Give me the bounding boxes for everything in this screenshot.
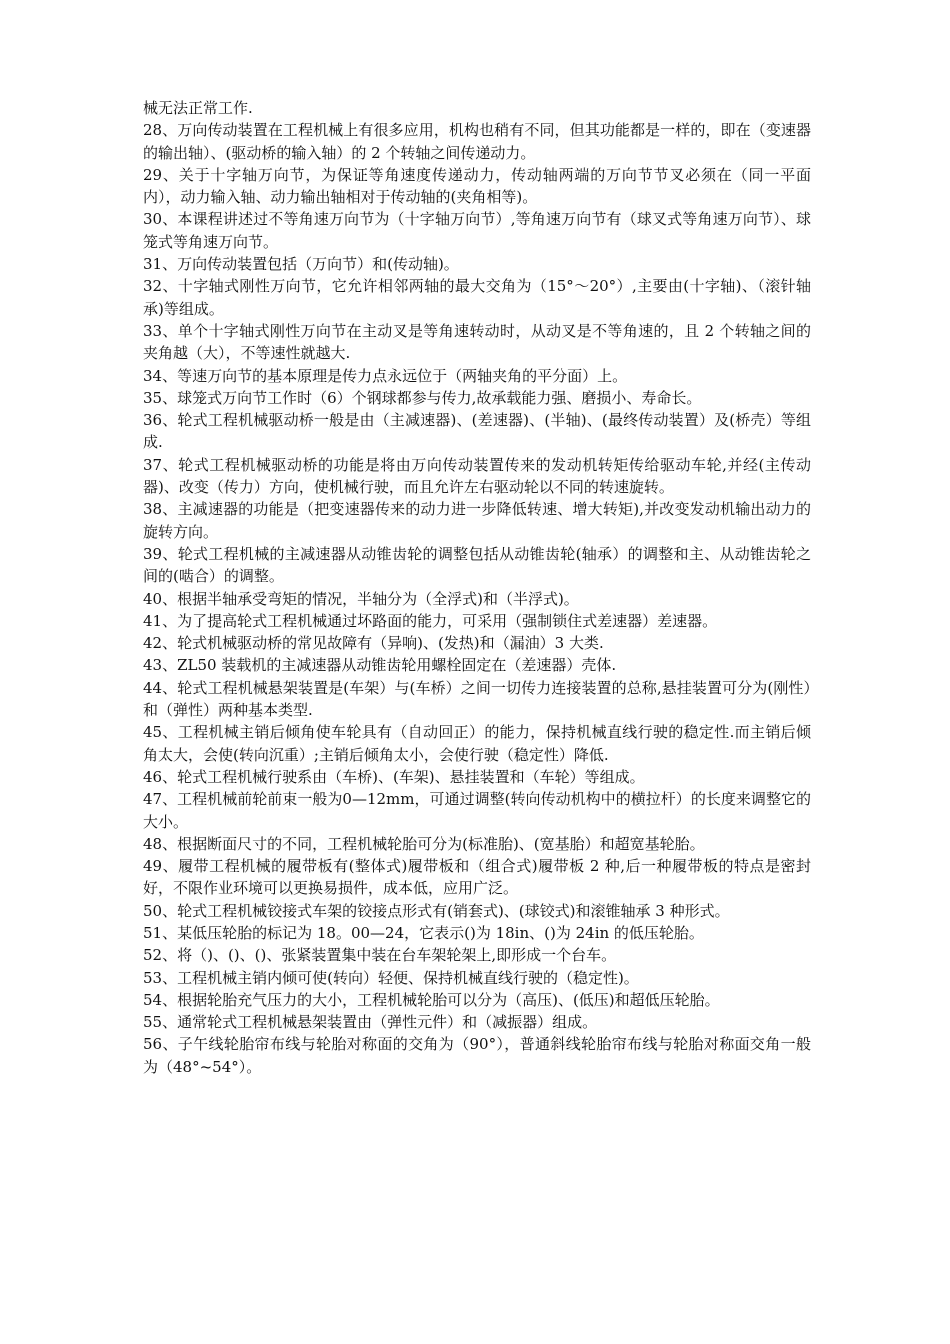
paragraph-item-56: 56、子午线轮胎帘布线与轮胎对称面的交角为（90°），普通斜线轮胎帘布线与轮胎对称面交角一般为（48°~54°）。 xyxy=(143,1035,811,1076)
paragraph-item-30: 30、本课程讲述过不等角速万向节为（十字轴万向节）,等角速万向节有（球叉式等角速万向节）、球笼式等角速万向节。 xyxy=(143,210,811,251)
paragraph-item-34: 34、等速万向节的基本原理是传力点永远位于（两轴夹角的平分面）上。 xyxy=(143,366,628,385)
paragraph-item-53: 53、工程机械主销内倾可使(转向）轻便、保持机械直线行驶的（稳定性)。 xyxy=(143,968,639,987)
paragraph-item-52: 52、将（)、()、()、张紧装置集中装在台车架轮架上,即形成一个台车。 xyxy=(143,946,617,965)
document-body xyxy=(143,97,811,1078)
paragraph-item-46: 46、轮式工程机械行驶系由（车桥)、(车架)、悬挂装置和（车轮）等组成。 xyxy=(143,767,645,786)
paragraph-item-42: 42、轮式机械驱动桥的常见故障有（异响)、(发热)和（漏油）3 大类. xyxy=(143,634,604,653)
paragraph-item-31: 31、万向传动装置包括（万向节）和(传动轴)。 xyxy=(143,255,459,274)
paragraph-item-40: 40、根据半轴承受弯矩的情况，半轴分为（全浮式)和（半浮式)。 xyxy=(143,589,579,608)
paragraph-item-29: 29、关于十字轴万向节，为保证等角速度传递动力，传动轴两端的万向节节叉必须在（同一平面内），动力输入轴、动力输出轴相对于传动轴的(夹角相等)。 xyxy=(143,165,811,207)
paragraph-item-35: 35、球笼式万向节工作时（6）个钢球都参与传力,故承载能力强、磨损小、寿命长。 xyxy=(143,388,702,407)
paragraph-item-51: 51、某低压轮胎的标记为 18。00—24，它表示()为 18in、()为 24in 的低压轮胎。 xyxy=(143,923,704,942)
paragraph-item-44: 44、轮式工程机械悬架装置是(车架）与(车桥）之间一切传力连接装置的总称,悬挂装置可分为(刚性）和（弹性）两种基本类型. xyxy=(143,678,811,720)
paragraph-item-37: 37、轮式工程机械驱动桥的功能是将由万向传动装置传来的发动机转矩传给驱动车轮,并经(主传动器)、改变（传力）方向，使机械行驶，而且允许左右驱动轮以不同的转速旋转。 xyxy=(143,455,811,497)
paragraph-item-43: 43、ZL50 装载机的主减速器从动锥齿轮用螺栓固定在（差速器）壳体. xyxy=(143,656,617,675)
paragraph-item-41: 41、为了提高轮式工程机械通过坏路面的能力，可采用（强制锁住式差速器）差速器。 xyxy=(143,611,718,630)
paragraph-item-28: 28、万向传动装置在工程机械上有很多应用，机构也稍有不同，但其功能都是一样的，即在（变速器的输出轴）、(驱动桥的输入轴）的 2 个转轴之间传递动力。 xyxy=(143,121,811,162)
paragraph-item-48: 48、根据断面尺寸的不同，工程机械轮胎可分为(标准胎)、(宽基胎）和超宽基轮胎。 xyxy=(143,834,705,853)
paragraph-item-54: 54、根据轮胎充气压力的大小，工程机械轮胎可以分为（高压)、(低压)和超低压轮胎。 xyxy=(143,990,720,1009)
paragraph-item-45: 45、工程机械主销后倾角使车轮具有（自动回正）的能力，保持机械直线行驶的稳定性.而主销后倾角太大，会使(转向沉重）;主销后倾角太小，会使行驶（稳定性）降低. xyxy=(143,723,811,764)
paragraph-item-47: 47、工程机械前轮前束一般为0—12mm，可通过调整(转向传动机构中的横拉杆）的长度来调整它的大小。 xyxy=(143,790,811,831)
paragraph-item-55: 55、通常轮式工程机械悬架装置由（弹性元件）和（减振器）组成。 xyxy=(143,1013,598,1032)
paragraph-item-50: 50、轮式工程机械铰接式车架的铰接点形式有(销套式)、(球铰式)和滚锥轴承 3 种形式。 xyxy=(143,901,730,920)
paragraph-item-49: 49、履带工程机械的履带板有(整体式)履带板和（组合式)履带板 2 种,后一种履带板的特点是密封好，不限作业环境可以更换易损件，成本低，应用广泛。 xyxy=(143,857,811,898)
paragraph-item-38: 38、主减速器的功能是（把变速器传来的动力进一步降低转速、增大转矩),并改变发动机输出动力的旋转方向。 xyxy=(143,500,811,541)
paragraph-item-39: 39、轮式工程机械的主减速器从动锥齿轮的调整包括从动锥齿轮(轴承）的调整和主、从动锥齿轮之间的(啮合）的调整。 xyxy=(143,544,811,586)
paragraph-item-33: 33、单个十字轴式刚性万向节在主动叉是等角速转动时，从动叉是不等角速的，且 2 个转轴之间的夹角越（大），不等速性就越大. xyxy=(143,321,811,363)
paragraph-continuation: 械无法正常工作. xyxy=(143,99,253,117)
paragraph-item-32: 32、十字轴式刚性万向节，它允许相邻两轴的最大交角为（15°～20°）,主要由(十字轴)、（滚针轴承)等组成。 xyxy=(143,277,811,318)
paragraph-item-36: 36、轮式工程机械驱动桥一般是由（主减速器)、(差速器)、(半轴)、(最终传动装置）及(桥壳）等组成. xyxy=(143,411,811,452)
